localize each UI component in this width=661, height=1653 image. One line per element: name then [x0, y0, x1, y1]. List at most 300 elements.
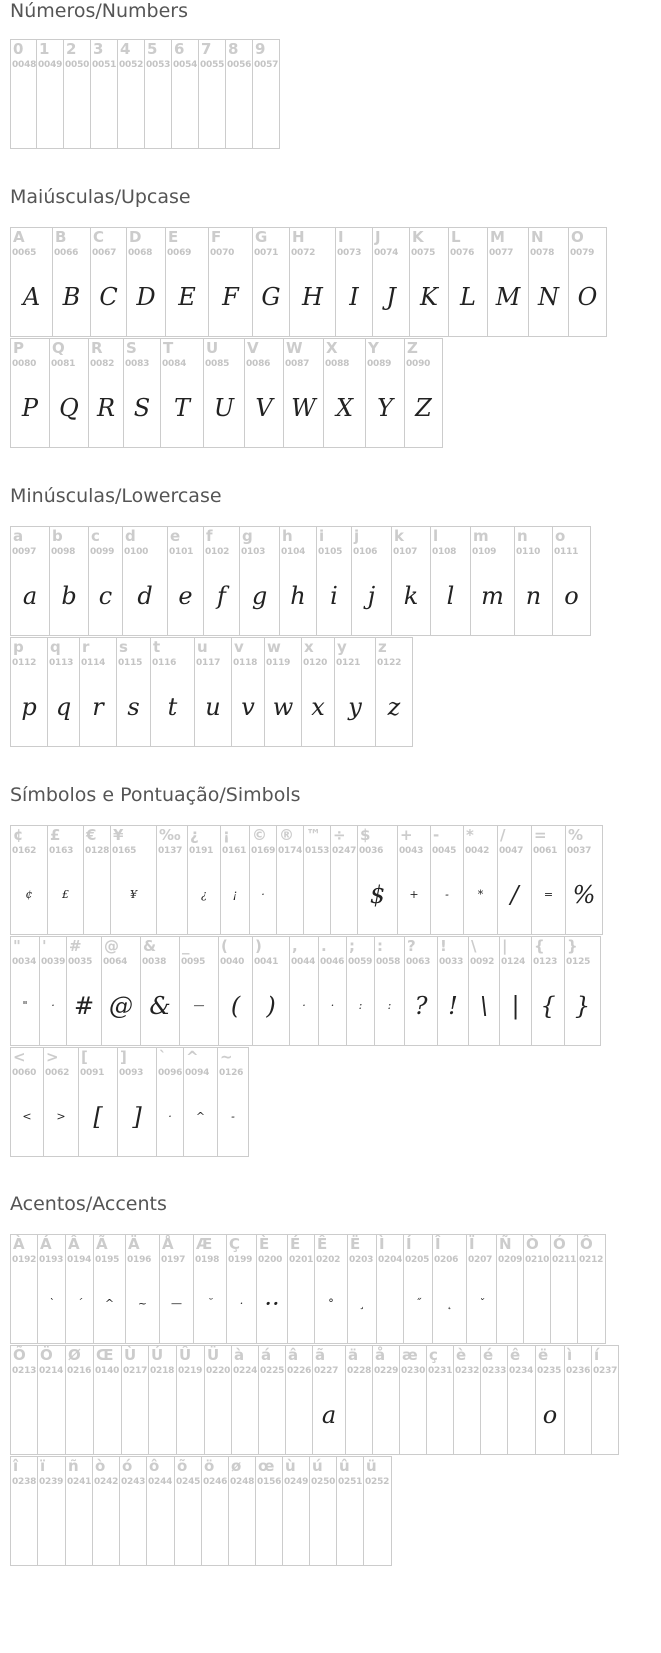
glyph-sample: E	[178, 283, 196, 311]
glyph-character: Â	[68, 1235, 80, 1253]
glyph-character: 9	[255, 40, 266, 58]
glyph-code: 0121	[336, 658, 361, 668]
glyph-character: s	[119, 638, 128, 656]
glyph-cell	[187, 825, 221, 935]
glyph-code: 0078	[530, 248, 555, 258]
glyph-character: B	[55, 228, 67, 246]
glyph-sample: Z	[415, 394, 432, 422]
glyph-cell	[249, 825, 277, 935]
glyph-cell	[156, 825, 188, 935]
glyph-cell	[453, 1345, 481, 1455]
glyph-code: 0098	[51, 547, 76, 557]
glyph-sample: $	[369, 881, 386, 909]
glyph-character: E	[168, 228, 179, 246]
glyph-code: 0038	[142, 957, 167, 967]
glyph-cell	[156, 1047, 184, 1157]
glyph-sample	[38, 1390, 65, 1440]
glyph-code: 0104	[281, 547, 306, 557]
glyph-sample	[199, 84, 225, 134]
glyph-character: À	[13, 1235, 25, 1253]
glyph-sample: D	[136, 283, 156, 311]
glyph-cell	[372, 227, 410, 337]
glyph-code: 0197	[161, 1255, 186, 1265]
glyph-cell	[426, 1345, 454, 1455]
glyph-character: f	[206, 527, 213, 545]
glyph-character: U	[206, 339, 219, 357]
glyph-cell	[391, 526, 431, 636]
glyph-code: 0052	[119, 60, 144, 70]
glyph-code: 0235	[537, 1366, 562, 1376]
glyph-sample	[283, 1501, 309, 1551]
glyph-code: 0195	[95, 1255, 120, 1265]
glyph-cell	[203, 526, 240, 636]
glyph-sample: j	[367, 582, 376, 610]
glyph-character: Ô	[580, 1235, 593, 1253]
glyph-cell	[497, 825, 532, 935]
glyph-code: 0226	[287, 1366, 312, 1376]
glyph-sample	[373, 1390, 399, 1440]
glyph-code: 0156	[257, 1477, 282, 1487]
glyph-code: 0096	[158, 1068, 183, 1078]
glyph-character: g	[242, 527, 253, 545]
glyph-code: 0248	[230, 1477, 255, 1487]
glyph-character: ñ	[68, 1457, 79, 1475]
glyph-cell	[577, 1234, 606, 1344]
glyph-cell	[372, 1345, 400, 1455]
glyph-sample: S	[133, 394, 151, 422]
glyph-character: #	[69, 937, 82, 955]
glyph-code: 0073	[337, 248, 362, 258]
glyph-cell	[365, 338, 405, 448]
glyph-cell	[409, 227, 449, 337]
glyph-sample	[377, 1279, 403, 1329]
glyph-sample	[175, 1501, 201, 1551]
glyph-sample: Q	[59, 394, 79, 422]
glyph-code: 0060	[12, 1068, 37, 1078]
glyph-sample	[37, 84, 63, 134]
glyph-cell	[160, 338, 204, 448]
glyph-sample	[93, 1501, 119, 1551]
glyph-sample: (	[230, 992, 241, 1020]
glyph-code: 0210	[525, 1255, 550, 1265]
glyph-sample: ˘	[207, 1297, 213, 1310]
glyph-cell	[193, 1234, 227, 1344]
glyph-code: 0033	[439, 957, 464, 967]
glyph-character: È	[259, 1235, 270, 1253]
glyph-sample	[66, 1501, 92, 1551]
glyph-character: F	[211, 228, 222, 246]
glyph-sample: e	[178, 582, 193, 610]
glyph-character: e	[170, 527, 181, 545]
glyph-sample: ˛	[446, 1297, 453, 1310]
glyph-character: G	[255, 228, 268, 246]
glyph-cell	[10, 1456, 38, 1566]
glyph-sample: —	[171, 1297, 182, 1310]
glyph-cell	[208, 227, 253, 337]
glyph-character: j	[354, 527, 360, 545]
glyph-cell	[496, 1234, 524, 1344]
glyph-code: 0247	[332, 846, 357, 856]
glyph-code: 0063	[406, 957, 431, 967]
glyph-sample: v	[241, 693, 255, 721]
glyph-sample: ·	[51, 999, 55, 1012]
glyph-code: 0067	[92, 248, 117, 258]
glyph-cell	[10, 338, 50, 448]
glyph-character: ù	[285, 1457, 296, 1475]
glyph-character: Õ	[13, 1346, 26, 1364]
glyph-character: x	[304, 638, 314, 656]
glyph-code: 0116	[152, 658, 177, 668]
glyph-sample	[226, 84, 252, 134]
glyph-cell	[357, 825, 398, 935]
glyph-character: ê	[510, 1346, 521, 1364]
glyph-sample: °	[328, 1297, 334, 1310]
glyph-cell	[565, 825, 603, 935]
glyph-character: Y	[368, 339, 379, 357]
glyph-character: Ù	[124, 1346, 137, 1364]
glyph-code: 0039	[41, 957, 66, 967]
glyph-cell	[404, 338, 443, 448]
glyph-cell	[314, 1234, 348, 1344]
glyph-code: 0069	[167, 248, 192, 258]
glyph-cell	[119, 1456, 147, 1566]
glyph-character: ò	[95, 1457, 106, 1475]
glyph-character: 7	[201, 40, 212, 58]
glyph-code: 0115	[118, 658, 143, 668]
glyph-sample: -	[231, 1110, 235, 1123]
glyph-sample: f	[217, 582, 226, 610]
glyph-cell	[437, 936, 469, 1046]
glyph-code: 0087	[285, 359, 310, 369]
glyph-character: J	[375, 228, 381, 246]
glyph-sample: /	[510, 881, 519, 909]
glyph-sample	[64, 84, 90, 134]
glyph-character: ^	[186, 1048, 199, 1066]
section-title-accents: Acentos/Accents	[10, 1193, 167, 1215]
glyph-cell	[88, 338, 124, 448]
glyph-cell	[468, 936, 500, 1046]
glyph-character: t	[153, 638, 161, 656]
glyph-cell	[336, 1456, 364, 1566]
glyph-code: 0102	[205, 547, 230, 557]
glyph-character: ¿	[190, 826, 199, 844]
glyph-code: 0064	[103, 957, 128, 967]
glyph-character: à	[234, 1346, 245, 1364]
glyph-code: 0111	[554, 547, 579, 557]
glyph-cell	[201, 1456, 229, 1566]
glyph-cell	[117, 39, 145, 149]
glyph-character: ô	[149, 1457, 160, 1475]
glyph-sample: ˇ	[478, 1297, 485, 1310]
glyph-code: 0083	[125, 359, 150, 369]
glyph-character: Ë	[350, 1235, 361, 1253]
glyph-code: 0088	[325, 359, 350, 369]
glyph-code: 0163	[49, 846, 74, 856]
glyph-cell	[448, 227, 488, 337]
glyph-sample	[578, 1279, 605, 1329]
glyph-cell	[176, 1345, 205, 1455]
glyph-sample	[232, 1390, 258, 1440]
glyph-cell	[507, 1345, 536, 1455]
glyph-cell	[404, 936, 438, 1046]
glyph-cell	[231, 637, 265, 747]
glyph-cell	[110, 825, 157, 935]
glyph-code: 0106	[353, 547, 378, 557]
glyph-cell	[535, 1345, 565, 1455]
glyph-sample	[454, 1390, 480, 1440]
glyph-character: ™	[306, 826, 321, 844]
glyph-cell	[65, 1234, 94, 1344]
glyph-character: Ï	[469, 1235, 475, 1253]
glyph-sample: i	[330, 582, 338, 610]
glyph-code: 0229	[374, 1366, 399, 1376]
glyph-sample	[147, 1501, 174, 1551]
glyph-character: '	[42, 937, 47, 955]
glyph-character: C	[93, 228, 105, 246]
glyph-character: í	[594, 1346, 600, 1364]
glyph-code: 0251	[338, 1477, 363, 1487]
glyph-cell	[283, 338, 324, 448]
glyph-code: 0228	[347, 1366, 372, 1376]
glyph-cell	[126, 227, 166, 337]
glyph-sample: ?	[414, 992, 428, 1020]
glyph-character: Ó	[553, 1235, 566, 1253]
glyph-character: ©	[252, 826, 267, 844]
glyph-sample: :	[358, 999, 363, 1012]
glyph-code: 0120	[303, 658, 328, 668]
glyph-character: Ö	[40, 1346, 53, 1364]
glyph-sample: ¢	[25, 888, 33, 901]
glyph-code: 0070	[210, 248, 235, 258]
glyph-character: =	[534, 826, 547, 844]
glyph-code: 0080	[12, 359, 37, 369]
glyph-cell	[204, 1345, 232, 1455]
glyph-sample	[122, 1390, 148, 1440]
glyph-sample: u	[205, 693, 221, 721]
glyph-cell	[116, 637, 151, 747]
glyph-cell	[523, 1234, 551, 1344]
glyph-code: 0118	[233, 658, 258, 668]
glyph-sample	[120, 1501, 146, 1551]
glyph-code: 0092	[470, 957, 495, 967]
glyph-sample: ·	[261, 888, 265, 901]
glyph-character: Î	[435, 1235, 441, 1253]
glyph-code: 0081	[51, 359, 76, 369]
glyph-sample	[427, 1390, 453, 1440]
glyph-cell	[303, 825, 331, 935]
glyph-cell	[148, 1345, 177, 1455]
glyph-cell	[252, 227, 290, 337]
glyph-sample	[286, 1390, 312, 1440]
glyph-character: 2	[66, 40, 77, 58]
glyph-character: €	[86, 826, 97, 844]
glyph-sample: -	[445, 888, 449, 901]
glyph-code: 0206	[434, 1255, 459, 1265]
glyph-character: @	[104, 937, 119, 955]
glyph-cell	[466, 1234, 497, 1344]
glyph-sample: £	[62, 888, 69, 901]
glyph-cell	[285, 1345, 313, 1455]
glyph-character: i	[319, 527, 325, 545]
glyph-character: 1	[39, 40, 50, 58]
glyph-sample	[288, 1279, 314, 1329]
glyph-code: 0122	[377, 658, 402, 668]
glyph-character: 0	[13, 40, 24, 58]
glyph-sample	[364, 1501, 391, 1551]
glyph-sample	[524, 1279, 550, 1329]
glyph-cell	[36, 39, 64, 149]
glyph-code: 0196	[127, 1255, 152, 1265]
glyph-row	[10, 936, 601, 1046]
glyph-cell	[363, 1456, 392, 1566]
glyph-sample	[11, 1501, 37, 1551]
glyph-sample: I	[349, 283, 359, 311]
glyph-character: c	[91, 527, 100, 545]
glyph-cell	[279, 526, 317, 636]
glyph-cell	[463, 825, 498, 935]
glyph-character: n	[517, 527, 528, 545]
glyph-cell	[309, 1456, 337, 1566]
section-title-lowercase: Minúsculas/Lowercase	[10, 485, 222, 507]
glyph-character: T	[163, 339, 174, 357]
glyph-sample: g	[251, 582, 268, 610]
glyph-character: õ	[177, 1457, 188, 1475]
glyph-sample: H	[302, 283, 323, 311]
glyph-character: X	[326, 339, 338, 357]
glyph-sample: ¸	[359, 1297, 365, 1310]
glyph-cell	[37, 1234, 66, 1344]
glyph-cell	[167, 526, 204, 636]
glyph-character: q	[50, 638, 61, 656]
glyph-sample: "	[22, 999, 28, 1012]
glyph-sample	[11, 1390, 37, 1440]
glyph-character: \	[471, 937, 477, 955]
glyph-code: 0041	[254, 957, 279, 967]
glyph-sample: A	[22, 283, 41, 311]
glyph-character: Í	[406, 1235, 412, 1253]
glyph-sample: ·	[302, 999, 306, 1012]
glyph-sample	[91, 84, 117, 134]
glyph-character: Û	[179, 1346, 192, 1364]
glyph-code: 0059	[348, 957, 373, 967]
glyph-character: è	[456, 1346, 467, 1364]
glyph-character: Z	[407, 339, 418, 357]
glyph-character: _	[182, 937, 190, 955]
glyph-sample: ·	[330, 999, 335, 1012]
glyph-code: 0093	[119, 1068, 144, 1078]
glyph-code: 0225	[260, 1366, 285, 1376]
glyph-sample: >	[56, 1110, 66, 1123]
glyph-sample	[304, 870, 330, 920]
glyph-sample	[172, 84, 198, 134]
glyph-code: 0211	[552, 1255, 577, 1265]
glyph-code: 0091	[80, 1068, 105, 1078]
glyph-code: 0066	[54, 248, 79, 258]
glyph-code: 0117	[196, 658, 221, 668]
glyph-code: 0246	[203, 1477, 228, 1487]
glyph-code: 0034	[12, 957, 37, 967]
glyph-character: Ì	[379, 1235, 385, 1253]
glyph-cell	[101, 936, 141, 1046]
glyph-sample	[202, 1501, 228, 1551]
glyph-cell	[10, 825, 48, 935]
glyph-code: 0109	[472, 547, 497, 557]
glyph-cell	[171, 39, 199, 149]
glyph-character: A	[13, 228, 25, 246]
glyph-row	[10, 1456, 392, 1566]
glyph-character: -	[433, 826, 440, 844]
glyph-cell	[258, 1345, 286, 1455]
glyph-sample: z	[387, 693, 401, 721]
glyph-code: 0207	[468, 1255, 493, 1265]
glyph-code: 0107	[393, 547, 418, 557]
glyph-cell	[347, 1234, 377, 1344]
glyph-code: 0241	[67, 1477, 92, 1487]
glyph-cell	[564, 1345, 592, 1455]
glyph-character: H	[292, 228, 305, 246]
glyph-code: 0218	[150, 1366, 175, 1376]
glyph-character: W	[286, 339, 303, 357]
glyph-character: >	[46, 1048, 59, 1066]
glyph-sample: a	[22, 582, 38, 610]
glyph-character: ó	[122, 1457, 133, 1475]
glyph-sample: ·	[168, 1110, 172, 1123]
glyph-cell	[276, 825, 304, 935]
glyph-cell	[334, 637, 376, 747]
glyph-code: 0045	[432, 846, 457, 856]
glyph-cell	[10, 936, 40, 1046]
glyph-code: 0128	[85, 846, 110, 856]
glyph-sample: ^	[195, 1110, 206, 1123]
glyph-cell	[121, 1345, 149, 1455]
glyph-code: 0099	[90, 547, 115, 557]
glyph-cell	[550, 1234, 578, 1344]
glyph-sample: q	[55, 693, 72, 721]
glyph-sample	[229, 1501, 255, 1551]
glyph-code: 0108	[432, 547, 457, 557]
glyph-row	[10, 1234, 606, 1344]
glyph-code: 0082	[90, 359, 115, 369]
glyph-code: 0051	[92, 60, 117, 70]
glyph-character: V	[247, 339, 259, 357]
glyph-sample	[145, 84, 171, 134]
glyph-cell	[403, 1234, 433, 1344]
glyph-sample: =	[543, 888, 554, 901]
glyph-code: 0075	[411, 248, 436, 258]
glyph-character: ä	[348, 1346, 359, 1364]
glyph-cell	[65, 1345, 94, 1455]
glyph-character: `	[159, 1048, 167, 1066]
glyph-sample	[94, 1390, 121, 1440]
glyph-cell	[93, 1234, 126, 1344]
glyph-sample	[11, 1279, 37, 1329]
glyph-sample: @	[109, 992, 133, 1020]
glyph-code: 0236	[566, 1366, 591, 1376]
glyph-cell	[252, 39, 280, 149]
glyph-code: 0071	[254, 248, 279, 258]
glyph-sample: d	[137, 582, 153, 610]
glyph-sample: a	[321, 1401, 337, 1429]
glyph-code: 0231	[428, 1366, 453, 1376]
glyph-sample: N	[538, 283, 559, 311]
glyph-character: K	[412, 228, 424, 246]
glyph-character: !	[440, 937, 447, 955]
glyph-character: Á	[40, 1235, 52, 1253]
glyph-cell	[63, 39, 91, 149]
glyph-sample: [	[93, 1103, 103, 1131]
glyph-sample: w	[272, 693, 294, 721]
glyph-sample	[277, 870, 303, 920]
